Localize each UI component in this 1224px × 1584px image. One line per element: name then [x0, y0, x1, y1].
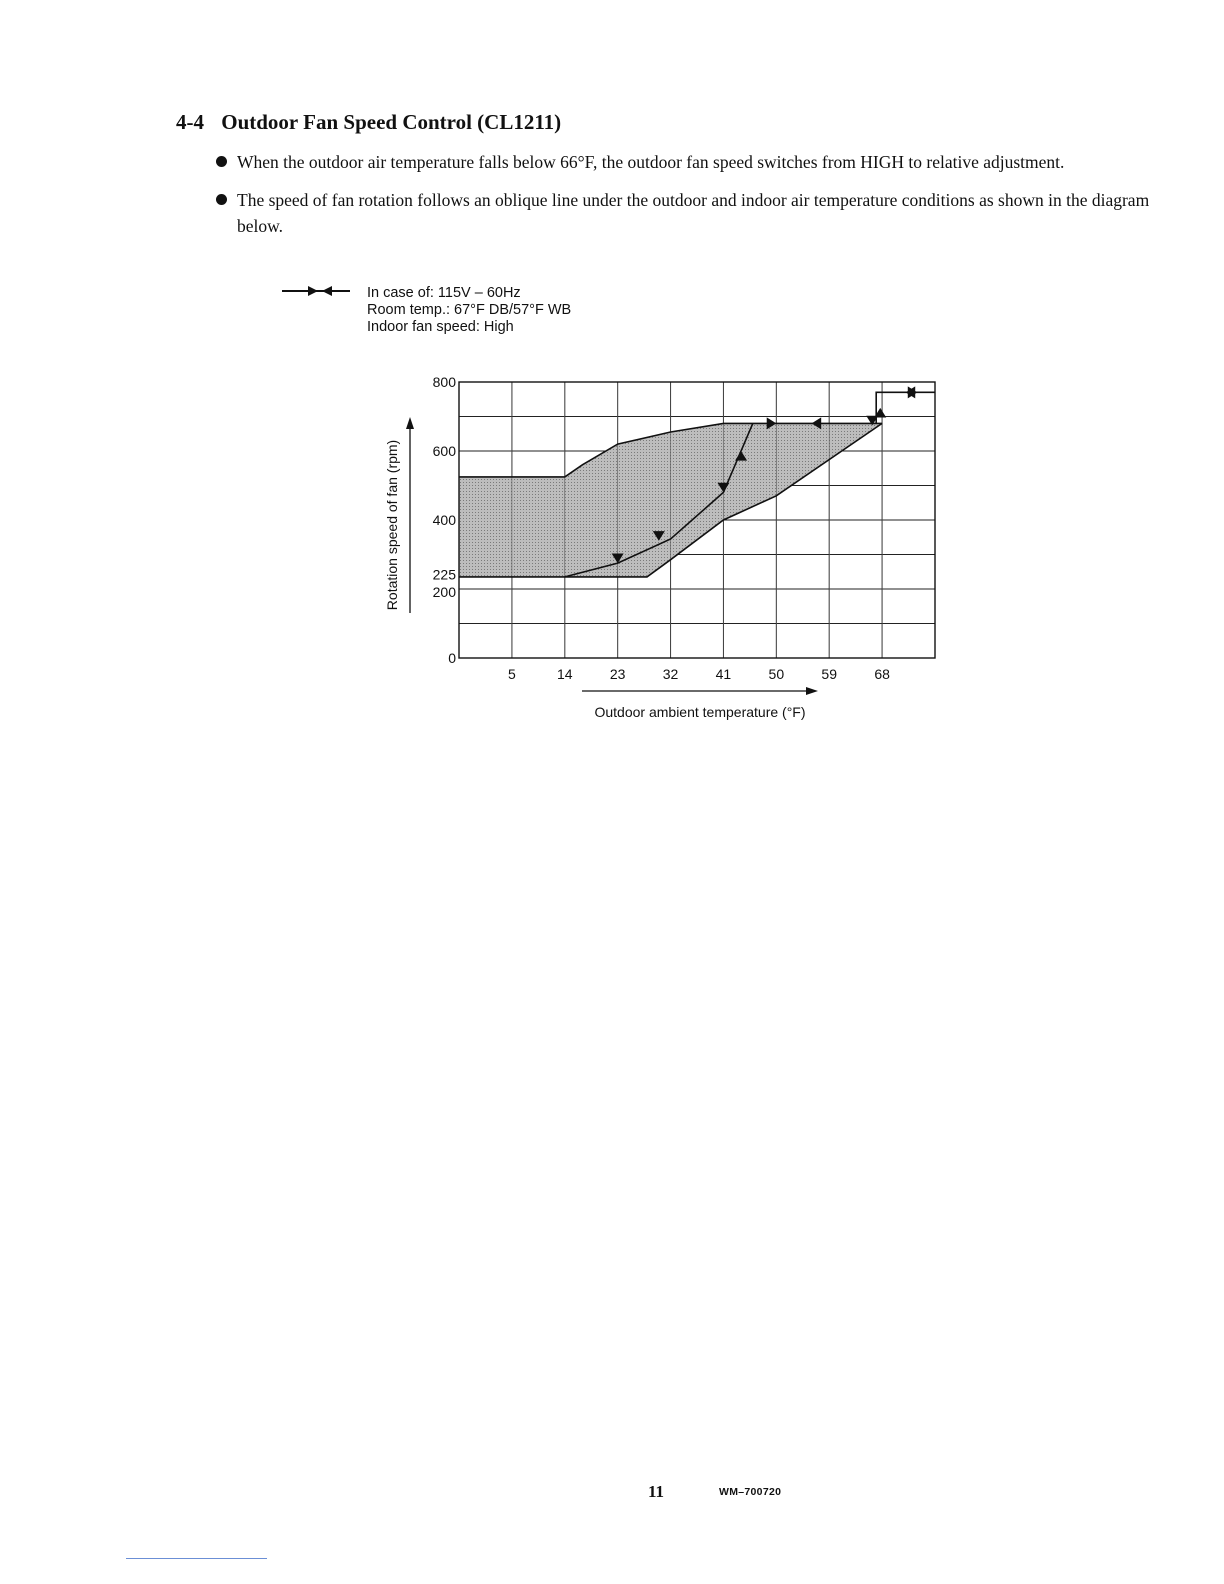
chart-legend — [367, 285, 571, 336]
y-tick-label: 200 — [432, 584, 456, 600]
bullet-item — [216, 187, 1156, 239]
bullet-text: The speed of fan rotation follows an oblique line under the outdoor and indoor air temperature conditions as shown in the diagram below. — [237, 190, 1150, 236]
x-tick-label: 59 — [821, 666, 838, 682]
x-tick-label: 68 — [874, 666, 890, 682]
x-tick-label: 50 — [768, 666, 785, 682]
y-axis-label: Rotation speed of fan (rpm) — [384, 439, 400, 611]
bullet-dot-icon — [216, 194, 227, 205]
high-speed-step-line — [876, 392, 935, 423]
bullet-item — [216, 149, 1156, 175]
x-tick-label: 41 — [715, 666, 732, 682]
y-tick-label: 400 — [432, 512, 456, 528]
y-tick-label: 800 — [432, 374, 456, 390]
section-number: 4-4 — [176, 110, 204, 134]
document-code: WM–700720 — [719, 1486, 782, 1498]
x-tick-label: 23 — [609, 666, 626, 682]
x-tick-label: 32 — [662, 666, 679, 682]
bullet-text: When the outdoor air temperature falls below 66°F, the outdoor fan speed switches from HIGH to relative adjustment. — [237, 152, 1065, 172]
x-tick-label: 14 — [556, 666, 573, 682]
y-axis-arrow-icon — [406, 417, 414, 429]
fan-speed-chart — [370, 365, 970, 735]
x-axis-label: Outdoor ambient temperature (°F) — [594, 704, 806, 720]
y-tick-label: 0 — [448, 650, 456, 666]
legend-line: Indoor fan speed: High — [367, 319, 514, 335]
legend-line: In case of: 115V – 60Hz — [367, 285, 521, 301]
x-axis-arrow-icon — [806, 687, 818, 695]
y-tick-label: 600 — [432, 443, 456, 459]
section-heading — [176, 110, 561, 135]
legend-arrow-icon — [282, 283, 354, 299]
x-tick-label: 5 — [507, 666, 516, 682]
bullet-dot-icon — [216, 156, 227, 167]
section-title: Outdoor Fan Speed Control (CL1211) — [221, 110, 562, 134]
y-tick-label: 225 — [432, 566, 456, 583]
page-number: 11 — [648, 1482, 665, 1501]
footer-rule — [126, 1558, 267, 1559]
legend-line: Room temp.: 67°F DB/57°F WB — [367, 302, 572, 318]
